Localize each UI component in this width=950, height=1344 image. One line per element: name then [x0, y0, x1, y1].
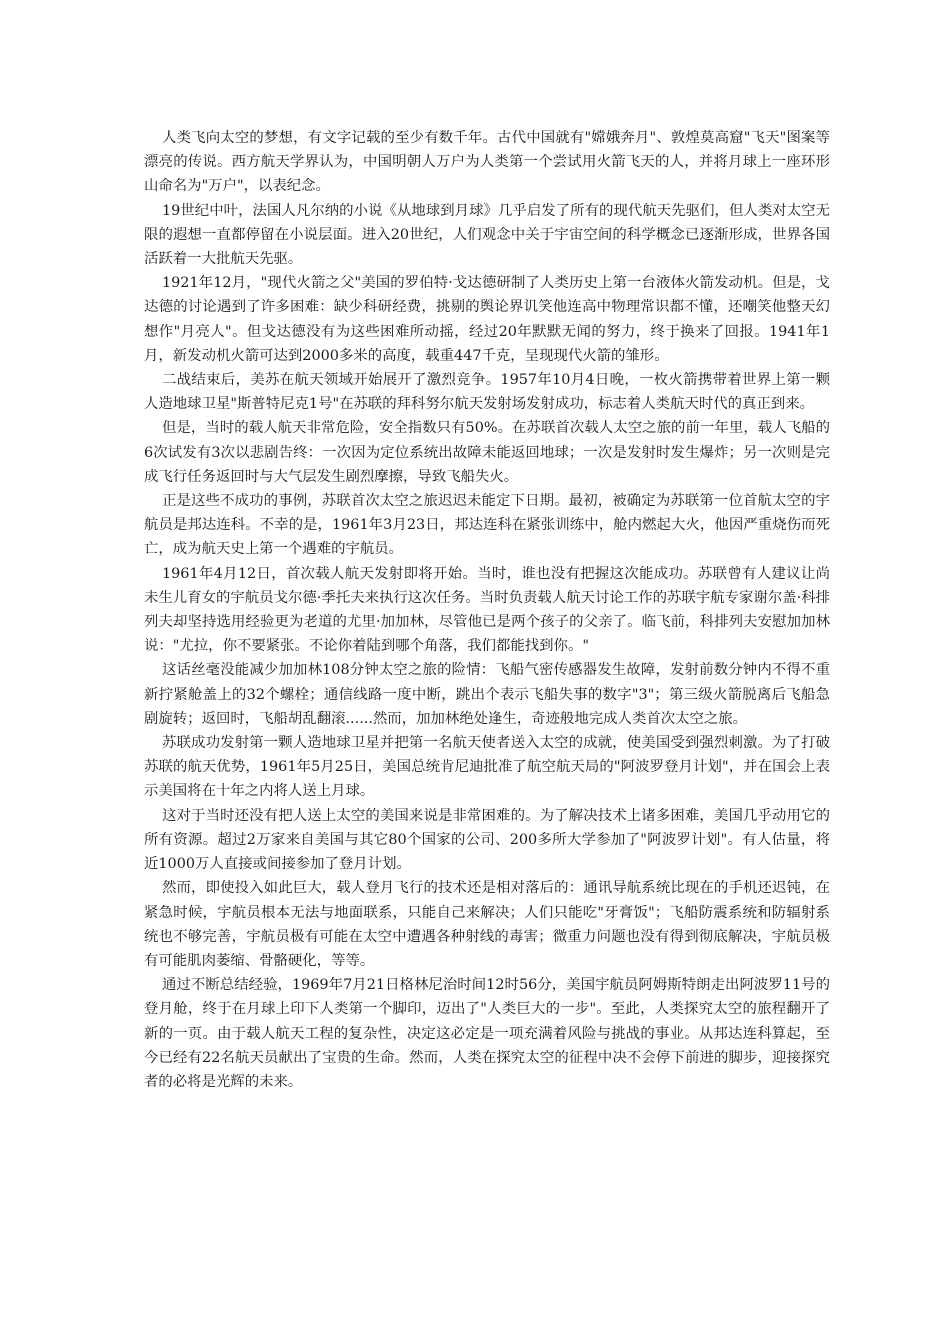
paragraph-gagarin-dangers: 这话丝毫没能减少加加林108分钟太空之旅的险情：飞船气密传感器发生故障，发射前数分钟内不得不重新拧紧舱盖上的32个螺栓；通信线路一度中断，跳出个表示飞船失事的数字"3"；第三级火箭脱离后飞船急剧旋转；返回时，飞船胡乱翻滚......然而，加加林绝处逢生，奇迹般地完成人类首次太空之旅。 — [144, 662, 830, 727]
paragraph-gagarin-launch: 1961年4月12日，首次载人航天发射即将开始。当时，谁也没有把握这次能成功。苏联曾有人建议让尚未生儿育女的宇航员戈尔德·季托夫来执行这次任务。当时负责载人航天讨论工作的苏联宇航专家谢尔盖·科排列夫却坚持选用经验更为老道的尤里·加加林，尽管他已是两个孩子的父亲了。临飞前，科排列夫安慰加加林说："尤拉，你不要紧张。不论你着陆到哪个角落，我们都能找到你。" — [144, 565, 830, 655]
document-page — [144, 126, 830, 1094]
paragraph-goddard-rocket: 1921年12月，"现代火箭之父"美国的罗伯特·戈达德研制了人类历史上第一台液体火箭发动机。但是，戈达德的讨论遇到了许多困难：缺少科研经费，挑剔的舆论界讥笑他连高中物理常识都不懂，还嘲笑他整天幻想作"月亮人"。但戈达德没有为这些困难所动摇，经过20年默默无闻的努力，终于换来了回报。1941年1月，新发动机火箭可达到2000多米的高度，载重447千克，呈现现代火箭的雏形。 — [144, 275, 830, 364]
paragraph-apollo-technology: 然而，即使投入如此巨大，载人登月飞行的技术还是相对落后的：通讯导航系统比现在的手机还迟钝，在紧急时候，宇航员根本无法与地面联系，只能自己来解决；人们只能吃"牙膏饭"；飞船防震系统和防辐射系统也不够完善，宇航员极有可能在太空中遭遇各种射线的毒害；微重力问题也没有得到彻底解决，宇航员极有可能肌肉萎缩、骨骼硬化，等等。 — [144, 880, 830, 969]
paragraph-ancient-dreams: 人类飞向太空的梦想，有文字记载的至少有数千年。古代中国就有"嫦娥奔月"、敦煌莫高窟"飞天"图案等漂亮的传说。西方航天学界认为，中国明朝人万户为人类第一个尝试用火箭飞天的人，并将月球上一座环形山命名为"万户"，以表纪念。 — [144, 130, 830, 195]
paragraph-safety-risk: 但是，当时的载人航天非常危险，安全指数只有50%。在苏联首次载人太空之旅的前一年里，载人飞船的6次试发有3次以悲剧告终：一次因为定位系统出故障未能返回地球；一次是发射时发生爆炸；另一次则是完成飞行任务返回时与大气层发生剧烈摩擦，导致飞船失火。 — [144, 420, 830, 485]
paragraph-moon-landing: 通过不断总结经验，1969年7月21日格林尼治时间12时56分，美国宇航员阿姆斯特朗走出阿波罗11号的登月舱，终于在月球上印下人类第一个脚印，迈出了"人类巨大的一步"。至此，人类探究太空的旅程翻开了新的一页。由于载人航天工程的复杂性，决定这必定是一项充满着风险与挑战的事业。从邦达连科算起，至今已经有22名航天员献出了宝贵的生命。然而，人类在探究太空的征程中决不会停下前进的脚步，迎接探究者的必将是光辉的未来。 — [144, 977, 830, 1090]
paragraph-bondarenko: 正是这些不成功的事例，苏联首次太空之旅迟迟未能定下日期。最初，被确定为苏联第一位首航太空的宇航员是邦达连科。不幸的是，1961年3月23日，邦达连科在紧张训练中，舱内燃起大火，他因严重烧伤而死亡，成为航天史上第一个遇难的宇航员。 — [144, 493, 830, 558]
paragraph-sputnik: 二战结束后，美苏在航天领域开始展开了激烈竞争。1957年10月4日晚，一枚火箭携带着世界上第一颗人造地球卫星"斯普特尼克1号"在苏联的拜科努尔航天发射场发射成功，标志着人类航天时代的真正到来。 — [144, 372, 830, 413]
paragraph-verne-pioneers: 19世纪中叶，法国人凡尔纳的小说《从地球到月球》几乎启发了所有的现代航天先驱们，但人类对太空无限的遐想一直都停留在小说层面。进入20世纪，人们观念中关于宇宙空间的科学概念已逐渐形成，世界各国活跃着一大批航天先驱。 — [144, 202, 830, 268]
paragraph-apollo-plan: 苏联成功发射第一颗人造地球卫星并把第一名航天使者送入太空的成就，使美国受到强烈刺激。为了打破苏联的航天优势，1961年5月25日，美国总统肯尼迪批准了航空航天局的"阿波罗登月计划"，并在国会上表示美国将在十年之内将人送上月球。 — [144, 735, 830, 800]
paragraph-apollo-resources: 这对于当时还没有把人送上太空的美国来说是非常困难的。为了解决技术上诸多困难，美国几乎动用它的所有资源。超过2万家来自美国与其它80个国家的公司、200多所大学参加了"阿波罗计划"。有人估量，将近1000万人直接或间接参加了登月计划。 — [144, 807, 830, 873]
